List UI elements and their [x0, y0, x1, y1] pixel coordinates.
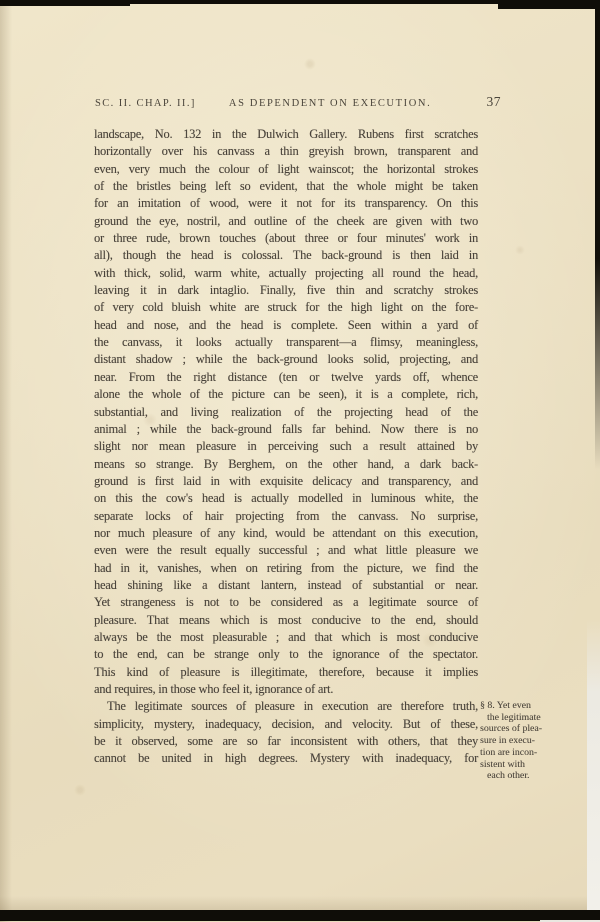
text-line: pleasure. That means which is most conducive to the end, should [94, 612, 478, 627]
text-line: head shining like a distant lantern, instead of substantial or near. [94, 577, 478, 592]
left-edge-shadow [0, 0, 12, 922]
text-line: always be the most pleasurable ; and that which is most conducive [94, 629, 478, 644]
paragraph-legitimate-sources [94, 698, 478, 767]
text-line: near. From the right distance (ten or twelve yards off, whence [94, 369, 478, 384]
marginal-sidenote [480, 700, 590, 782]
text-line: cannot be united in high degrees. Mystery with inadequacy, for [94, 751, 478, 766]
scan-edge-top-left [0, 0, 130, 6]
text-line: alone the whole of the picture can be seen), it is a complete, rich, [94, 387, 478, 402]
text-line: ground is first laid in with exquisite delicacy and transparency, and [94, 473, 478, 488]
text-line: even, very much the colour of light wainscot; the horizontal strokes [94, 161, 478, 176]
text-line: ground the eye, nostril, and outline of the cheek are given with two [94, 213, 478, 228]
text-line: even were the result equally successful ; and what little pleasure we [94, 543, 478, 558]
running-header [95, 94, 501, 110]
text-line: horizontally over his canvass a thin greyish brown, transparent and [94, 144, 478, 159]
text-line: sure in execu- [480, 735, 535, 747]
scan-edge-top-right [498, 0, 600, 9]
text-line: sistent with [480, 758, 525, 770]
text-line: the legitimate [487, 711, 541, 723]
scan-edge-bottom [0, 910, 600, 921]
text-line: the canvass, it looks actually transparent—a flimsy, meaningless, [94, 335, 478, 350]
text-line: means so strange. By Berghem, on the other hand, a dark back- [94, 456, 478, 471]
text-line: substantial, and living realization of the projecting head of the [94, 404, 478, 419]
running-title: AS DEPENDENT ON EXECUTION. [228, 98, 432, 109]
text-line: and requires, in those who feel it, ignorance of art. [94, 682, 334, 696]
text-line: leaving it in dark intaglio. Finally, five thin and scratchy strokes [94, 283, 478, 298]
scan-edge-right [595, 0, 600, 470]
text-line: separate locks of hair projecting from the canvass. No surprise, [94, 508, 478, 523]
text-line: tion are incon- [480, 746, 538, 758]
text-line: head and nose, and the head is complete. Seen within a yard of [94, 317, 478, 332]
text-line: animal ; while the back-ground falls far behind. Now there is no [94, 421, 478, 436]
text-line: slight nor mean pleasure in perceiving such a result attained by [94, 439, 478, 454]
text-line: or three rude, brown touches (about three or four minutes' work in [94, 231, 478, 246]
text-line: be it observed, some are so far inconsistent with others, that they [94, 734, 478, 749]
page-number: 37 [486, 94, 501, 109]
text-line: had in it, vanishes, when on retiring from the picture, we find the [94, 560, 478, 575]
text-line: to the end, can be strange only to the ignorance of the spectator. [94, 647, 478, 662]
text-line: sources of plea- [480, 723, 543, 735]
text-line: Yet strangeness is not to be considered as a legitimate source of [94, 595, 478, 610]
text-line: for an imitation of wood, were it not for its transparency. On this [94, 196, 478, 211]
text-line: nor much pleasure of any kind, would be attendant on this execution, [94, 525, 478, 540]
section-chapter-label: SC. II. CHAP. II.] [95, 98, 196, 109]
paragraph-continuation [94, 126, 478, 698]
bottom-edge-shadow [0, 896, 600, 910]
body-text-column [94, 126, 478, 768]
text-line: distant shadow ; while the back-ground looks solid, projecting, and [94, 352, 478, 367]
text-line: all), though the head is colossal. The back-ground is then laid in [94, 248, 478, 263]
text-line: The legitimate sources of pleasure in execution are therefore truth, [107, 699, 478, 714]
text-line: of the bristles being left so evident, that the whole might be taken [94, 179, 478, 194]
text-line: on this the cow's head is actually modelled in luminous white, the [94, 491, 478, 506]
text-line: each other. [487, 770, 530, 782]
text-line: § 8. Yet even [480, 700, 531, 711]
text-line: simplicity, mystery, inadequacy, decision, and velocity. But of these, [94, 716, 478, 731]
text-line: This kind of pleasure is illegitimate, therefore, because it implies [94, 664, 478, 679]
text-line: landscape, No. 132 in the Dulwich Gallery. Rubens first scratches [94, 127, 478, 141]
text-line: of very cold bluish white are struck for the high light on the fore- [94, 300, 478, 315]
text-line: with thick, solid, warm white, actually projecting all round the head, [94, 265, 478, 280]
